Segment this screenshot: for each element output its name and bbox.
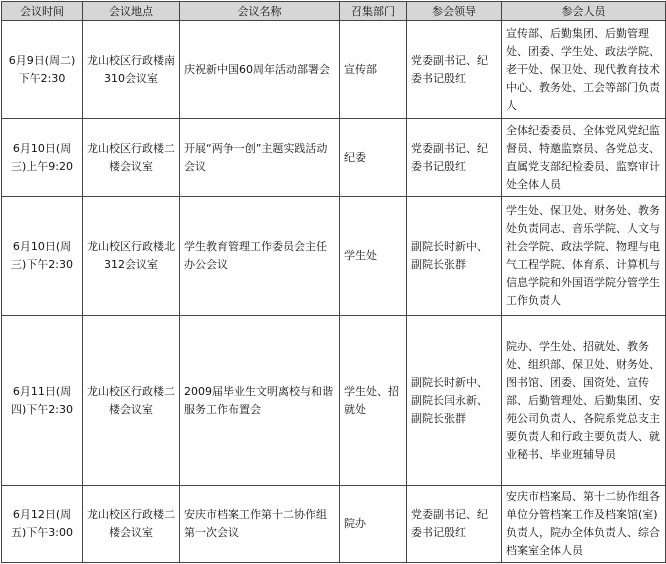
cell-location: 龙山校区行政楼二楼会议室 [83,119,180,197]
cell-department: 学生处 [340,197,407,316]
cell-leaders: 党委副书记、纪委书记殷红 [407,21,502,119]
header-convening-department: 召集部门 [340,2,407,21]
header-meeting-time: 会议时间 [2,2,83,21]
cell-leaders: 副院长时新中、副院长张群 [407,197,502,316]
cell-meeting-name: 庆祝新中国60周年活动部署会 [180,21,340,119]
cell-time: 6月11日(周四)下午2:30 [2,316,83,486]
cell-meeting-name: 安庆市档案工作第十二协作组第一次会议 [180,486,340,563]
cell-meeting-name: 开展“两争一创”主题实践活动会议 [180,119,340,197]
cell-participants: 院办、学生处、招就处、教务处、组织部、保卫处、财务处、图书馆、团委、国资处、宣传部、后勤管理处、后勤集团、安苑公司负责人、各院系党总支主要负责人和行政主要负责人、就业秘书、毕业班辅导员 [502,316,666,486]
table-row [2,197,666,316]
cell-leaders: 副院长时新中、副院长闫永新、副院长张群 [407,316,502,486]
cell-time: 6月12日(周五)下午3:00 [2,486,83,563]
cell-time: 6月10日(周三)上午9:20 [2,119,83,197]
cell-department: 纪委 [340,119,407,197]
cell-department: 宣传部 [340,21,407,119]
table-header-row [2,2,666,21]
header-meeting-name: 会议名称 [180,2,340,21]
cell-participants: 学生处、保卫处、财务处、教务处负责同志、音乐学院、人文与社会学院、政法学院、物理与电气工程学院、体育系、计算机与信息学院和外国语学院分管学生工作负责人 [502,197,666,316]
cell-department: 学生处、招就处 [340,316,407,486]
cell-leaders: 党委副书记、纪委书记殷红 [407,119,502,197]
cell-location: 龙山校区行政楼二楼会议室 [83,316,180,486]
cell-location: 龙山校区行政楼南310会议室 [83,21,180,119]
cell-meeting-name: 2009届毕业生文明离校与和谐服务工作布置会 [180,316,340,486]
cell-location: 龙山校区行政楼二楼会议室 [83,486,180,563]
header-attending-leaders: 参会领导 [407,2,502,21]
table-row [2,21,666,119]
table-row [2,486,666,563]
header-participants: 参会人员 [502,2,666,21]
table-row [2,316,666,486]
cell-time: 6月10日(周三)下午2:30 [2,197,83,316]
cell-participants: 宣传部、后勤集团、后勤管理处、团委、学生处、政法学院、老干处、保卫处、现代教育技术中心、教务处、工会等部门负责人 [502,21,666,119]
cell-time: 6月9日(周二)下午2:30 [2,21,83,119]
cell-location: 龙山校区行政楼北312会议室 [83,197,180,316]
cell-participants: 安庆市档案局、第十二协作组各单位分管档案工作及档案馆(室)负责人，院办全体负责人、综合档案室全体人员 [502,486,666,563]
cell-department: 院办 [340,486,407,563]
cell-participants: 全体纪委委员、全体党风党纪监督员、特邀监察员、各党总支、直属党支部纪检委员、监察审计处全体人员 [502,119,666,197]
header-meeting-location: 会议地点 [83,2,180,21]
cell-leaders: 党委副书记、纪委书记殷红 [407,486,502,563]
cell-meeting-name: 学生教育管理工作委员会主任办公会议 [180,197,340,316]
meeting-schedule-table [1,1,666,563]
table-row [2,119,666,197]
